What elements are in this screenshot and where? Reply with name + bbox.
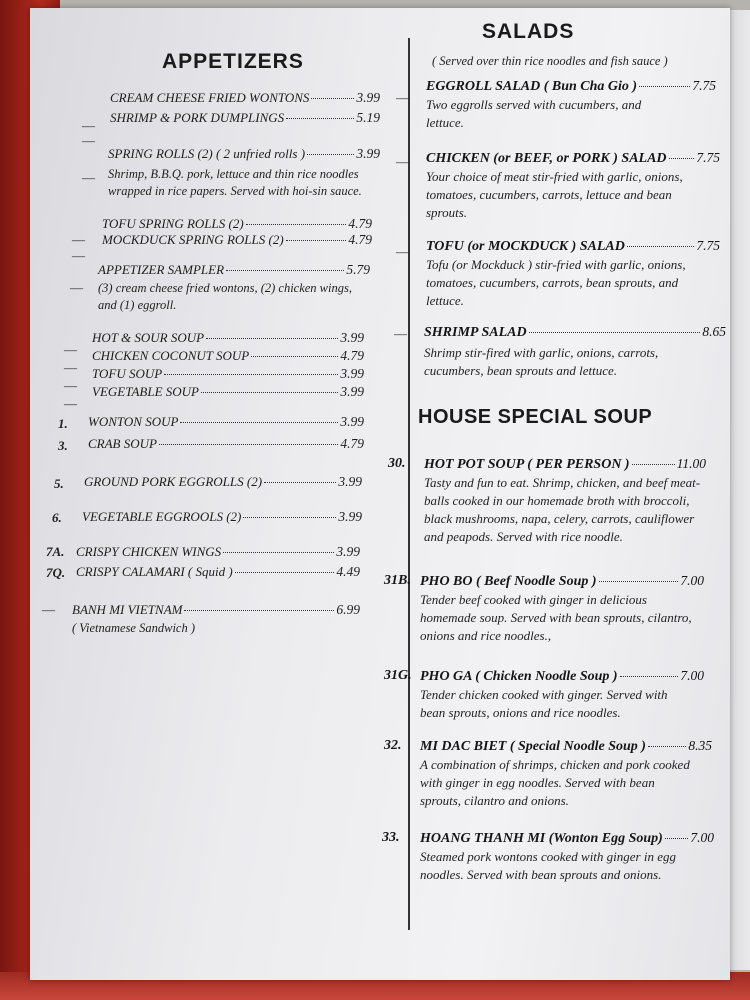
menu-item: SHRIMP SALAD 8.65	[424, 324, 726, 340]
salads-heading: SALADS	[482, 20, 575, 43]
menu-item: SPRING ROLLS (2) ( 2 unfried rolls ) 3.99	[108, 146, 380, 161]
menu-item: CHICKEN COCONUT SOUP 4.79	[92, 348, 364, 363]
item-marker: —	[396, 90, 409, 105]
menu-item: EGGROLL SALAD ( Bun Cha Gio ) 7.75	[426, 78, 716, 94]
menu-item: WONTON SOUP 3.99	[88, 414, 364, 429]
item-marker: —	[72, 248, 85, 263]
menu-item: PHO BO ( Beef Noodle Soup ) 7.00	[420, 573, 704, 589]
item-number: 31B.	[384, 573, 411, 588]
item-description: Tofu (or Mockduck ) stir-fried with garlic, onions, tomatoes, cucumbers, carrots, bean sprouts, and lettuce.	[426, 257, 686, 308]
item-description: (3) cream cheese fried wontons, (2) chicken wings, and (1) eggroll.	[98, 281, 352, 312]
item-number: 7Q.	[46, 565, 66, 580]
item-marker: —	[64, 378, 77, 393]
item-number: 3.	[58, 438, 68, 453]
item-number: 7A.	[46, 544, 65, 559]
menu-item: HOT POT SOUP ( PER PERSON ) 11.00	[424, 456, 706, 472]
menu-item: CHICKEN (or BEEF, or PORK ) SALAD 7.75	[426, 150, 720, 166]
menu-item: BANH MI VIETNAM 6.99	[72, 602, 360, 617]
menu-item: MI DAC BIET ( Special Noodle Soup ) 8.35	[420, 738, 712, 754]
item-description: Shrimp, B.B.Q. pork, lettuce and thin rice noodles wrapped in rice papers. Served with hoi-sin sauce.	[108, 167, 362, 198]
item-marker: —	[42, 602, 55, 617]
item-marker: —	[394, 326, 407, 341]
menu-item: TOFU SOUP 3.99	[92, 366, 364, 381]
menu-item: TOFU (or MOCKDUCK ) SALAD 7.75	[426, 238, 720, 254]
menu-item: CRISPY CALAMARI ( Squid ) 4.49	[76, 564, 360, 579]
item-marker: —	[64, 342, 77, 357]
item-number: 33.	[382, 830, 400, 845]
menu-item: VEGETABLE EGGROOLS (2) 3.99	[82, 509, 362, 524]
item-marker: —	[72, 232, 85, 247]
item-marker: —	[82, 118, 95, 133]
menu-item: HOT & SOUR SOUP 3.99	[92, 330, 364, 345]
item-description: Tasty and fun to eat. Shrimp, chicken, and beef meat-balls cooked in our homemade broth with broccoli, black mushrooms, napa, celery, carrots, cauliflower and peapods. Served with rice noodle.	[424, 475, 701, 544]
item-description: Two eggrolls served with cucumbers, and lettuce.	[426, 97, 642, 130]
menu-item: SHRIMP & PORK DUMPLINGS 5.19	[110, 110, 380, 125]
item-marker: —	[64, 396, 77, 411]
item-marker: —	[396, 154, 409, 169]
menu-item: HOANG THANH MI (Wonton Egg Soup) 7.00	[420, 830, 714, 846]
item-number: 32.	[384, 738, 402, 753]
item-description: Steamed pork wontons cooked with ginger in egg noodles. Served with bean sprouts and onions.	[420, 849, 676, 882]
item-number: 31G.	[384, 668, 412, 683]
item-marker: —	[70, 280, 83, 295]
item-number: 6.	[52, 510, 62, 525]
menu-item: VEGETABLE SOUP 3.99	[92, 384, 364, 399]
item-number: 30.	[388, 456, 406, 471]
menu-item: PHO GA ( Chicken Noodle Soup ) 7.00	[420, 668, 704, 684]
item-number: 1.	[58, 416, 68, 431]
item-marker: —	[82, 170, 95, 185]
menu-item: MOCKDUCK SPRING ROLLS (2) 4.79	[102, 232, 372, 247]
item-description: Tender chicken cooked with ginger. Served with bean sprouts, onions and rice noodles.	[420, 687, 668, 720]
item-description: Tender beef cooked with ginger in delicious homemade soup. Served with bean sprouts, cilantro, onions and rice noodles.,	[420, 592, 692, 643]
item-description: Shrimp stir-fired with garlic, onions, carrots, cucumbers, bean sprouts and lettuce.	[424, 345, 659, 378]
item-marker: —	[82, 133, 95, 148]
item-marker: —	[396, 244, 409, 259]
item-marker: —	[64, 360, 77, 375]
appetizers-heading: APPETIZERS	[162, 50, 304, 73]
menu-item: TOFU SPRING ROLLS (2) 4.79	[102, 216, 372, 231]
column-divider	[408, 38, 410, 930]
menu-item: APPETIZER SAMPLER 5.79	[98, 262, 370, 277]
item-description: Your choice of meat stir-fried with garlic, onions, tomatoes, cucumbers, carrots, lettuce and bean sprouts.	[426, 169, 683, 220]
item-description: ( Vietnamese Sandwich )	[72, 621, 195, 635]
house-special-soup-heading: HOUSE SPECIAL SOUP	[418, 406, 653, 428]
menu-item: CRISPY CHICKEN WINGS 3.99	[76, 544, 360, 559]
salads-note: ( Served over thin rice noodles and fish sauce )	[432, 54, 668, 68]
menu-item: CREAM CHEESE FRIED WONTONS 3.99	[110, 90, 380, 105]
menu-item: CRAB SOUP 4.79	[88, 436, 364, 451]
item-number: 5.	[54, 476, 64, 491]
item-description: A combination of shrimps, chicken and pork cooked with ginger in egg noodles. Served with bean sprouts, cilantro and onions.	[420, 757, 690, 808]
menu-item: GROUND PORK EGGROLLS (2) 3.99	[84, 474, 362, 489]
menu-page	[30, 8, 730, 980]
